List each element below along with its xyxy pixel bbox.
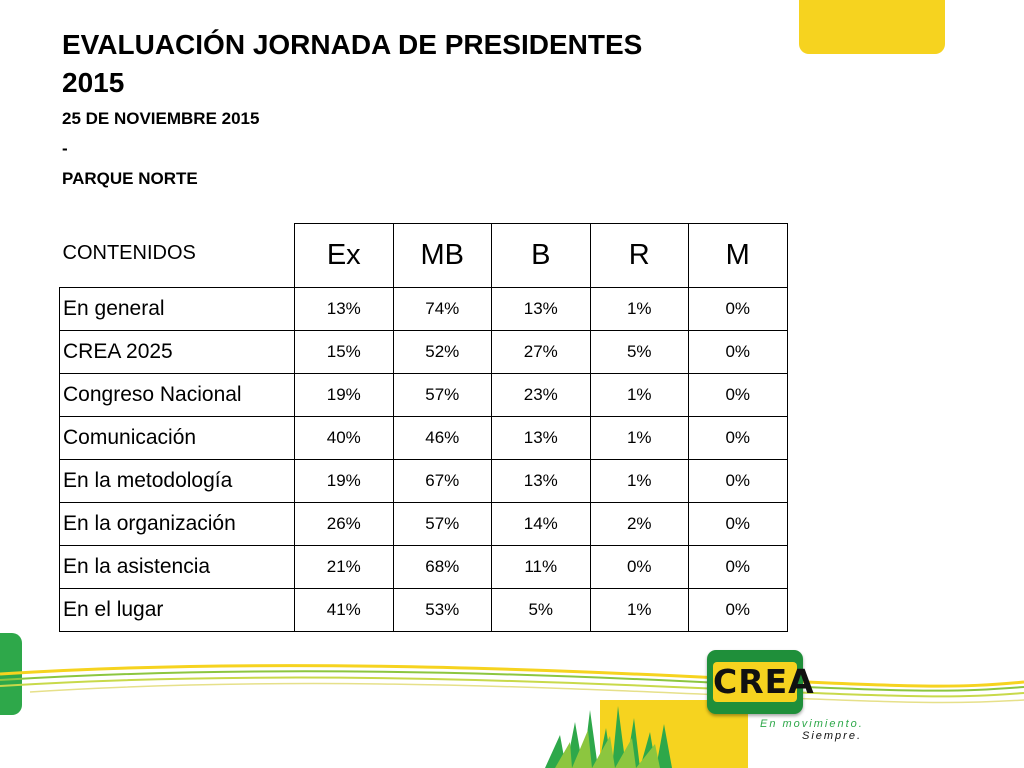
table-cell: 26% [295,503,394,546]
page-title [62,26,682,102]
column-header-r: R [590,224,689,288]
table-cell: 1% [590,374,689,417]
table-cell: 11% [492,546,591,589]
table-cell: 13% [492,417,591,460]
contents-header: CONTENIDOS [60,224,295,288]
table-cell: 0% [689,374,788,417]
table-cell: 27% [492,331,591,374]
event-date: 25 DE NOVIEMBRE 2015 [62,109,260,128]
title-line-1: EVALUACIÓN JORNADA DE PRESIDENTES [62,29,643,60]
table-row [60,417,788,460]
table-row [60,503,788,546]
grass-and-lines-decoration [0,640,1024,768]
crea-logo-text: CREA [713,662,815,701]
table-cell: 0% [689,460,788,503]
table-cell: 21% [295,546,394,589]
tagline-line-1: En movimiento. [760,718,864,730]
table-cell: 40% [295,417,394,460]
row-label: Congreso Nacional [60,374,295,417]
table-cell: 1% [590,288,689,331]
stripe-yellow [0,666,1024,686]
row-label: Comunicación [60,417,295,460]
evaluation-table [59,223,788,632]
table-cell: 68% [393,546,492,589]
table-cell: 41% [295,589,394,632]
column-header-mb: MB [393,224,492,288]
column-header-m: M [689,224,788,288]
table-cell: 13% [295,288,394,331]
table-cell: 67% [393,460,492,503]
table-cell: 52% [393,331,492,374]
table-cell: 1% [590,589,689,632]
table-cell: 13% [492,288,591,331]
table-cell: 0% [689,546,788,589]
table-cell: 2% [590,503,689,546]
row-label: CREA 2025 [60,331,295,374]
table-header-row [60,224,788,288]
row-label: En la metodología [60,460,295,503]
table-cell: 0% [689,503,788,546]
table-cell: 13% [492,460,591,503]
table-row [60,288,788,331]
table-cell: 23% [492,374,591,417]
table-cell: 19% [295,374,394,417]
tagline-line-2: Siempre. [802,730,863,742]
table-cell: 53% [393,589,492,632]
crea-logo [707,650,815,714]
table-cell: 15% [295,331,394,374]
table-cell: 19% [295,460,394,503]
table-cell: 57% [393,374,492,417]
table-row [60,331,788,374]
row-label: En general [60,288,295,331]
subtitle-separator: - [62,139,68,158]
row-label: En la asistencia [60,546,295,589]
event-location: PARQUE NORTE [62,169,198,188]
table-row [60,589,788,632]
table-row [60,546,788,589]
table-cell: 0% [689,589,788,632]
table-cell: 74% [393,288,492,331]
table-cell: 0% [689,417,788,460]
column-header-b: B [492,224,591,288]
table-cell: 14% [492,503,591,546]
table-cell: 0% [689,288,788,331]
table-cell: 1% [590,417,689,460]
title-line-2: 2015 [62,67,125,98]
row-label: En la organización [60,503,295,546]
table-cell: 5% [492,589,591,632]
stripe-pale [30,684,1024,703]
brand-tagline [760,718,864,742]
table-cell: 0% [590,546,689,589]
table-row [60,374,788,417]
table-cell: 5% [590,331,689,374]
row-label: En el lugar [60,589,295,632]
table-cell: 57% [393,503,492,546]
table-row [60,460,788,503]
table-cell: 1% [590,460,689,503]
column-header-ex: Ex [295,224,394,288]
table-cell: 46% [393,417,492,460]
table-cell: 0% [689,331,788,374]
yellow-corner-decoration [799,0,945,54]
